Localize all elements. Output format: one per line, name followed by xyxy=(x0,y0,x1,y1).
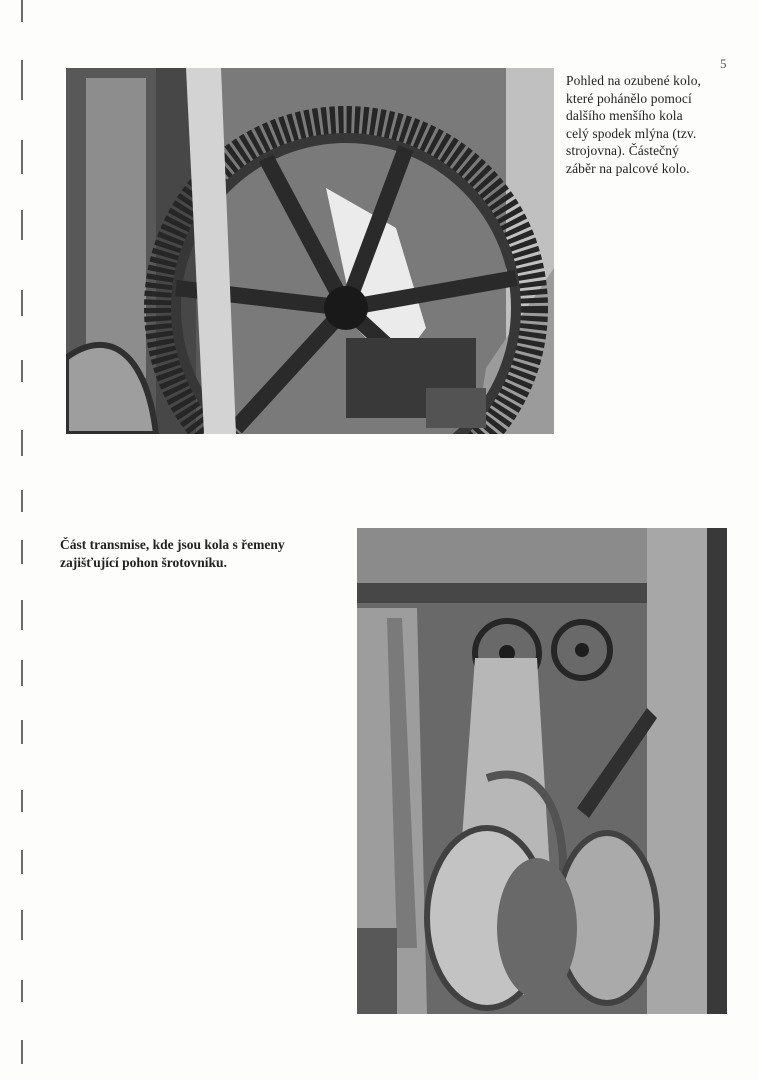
page-number: 5 xyxy=(720,56,727,71)
caption-line: dalšího menšího kola xyxy=(566,108,683,124)
binding-marks xyxy=(21,0,24,1080)
transmission-caption xyxy=(60,536,350,571)
gear-wheel-caption xyxy=(566,72,738,177)
caption-line: zajišťující pohon šrotovníku. xyxy=(60,554,227,570)
transmission-photo xyxy=(357,528,727,1014)
gear-wheel-photo xyxy=(66,68,554,434)
caption-line: strojovna). Částečný xyxy=(566,143,679,159)
caption-line: Část transmise, kde jsou kola s řemeny xyxy=(60,537,285,552)
caption-line: záběr na palcové kolo. xyxy=(566,160,690,176)
caption-line: které pohánělo pomocí xyxy=(566,90,692,106)
caption-line: celý spodek mlýna (tzv. xyxy=(566,125,697,141)
caption-line: Pohled na ozubené kolo, xyxy=(566,73,702,88)
